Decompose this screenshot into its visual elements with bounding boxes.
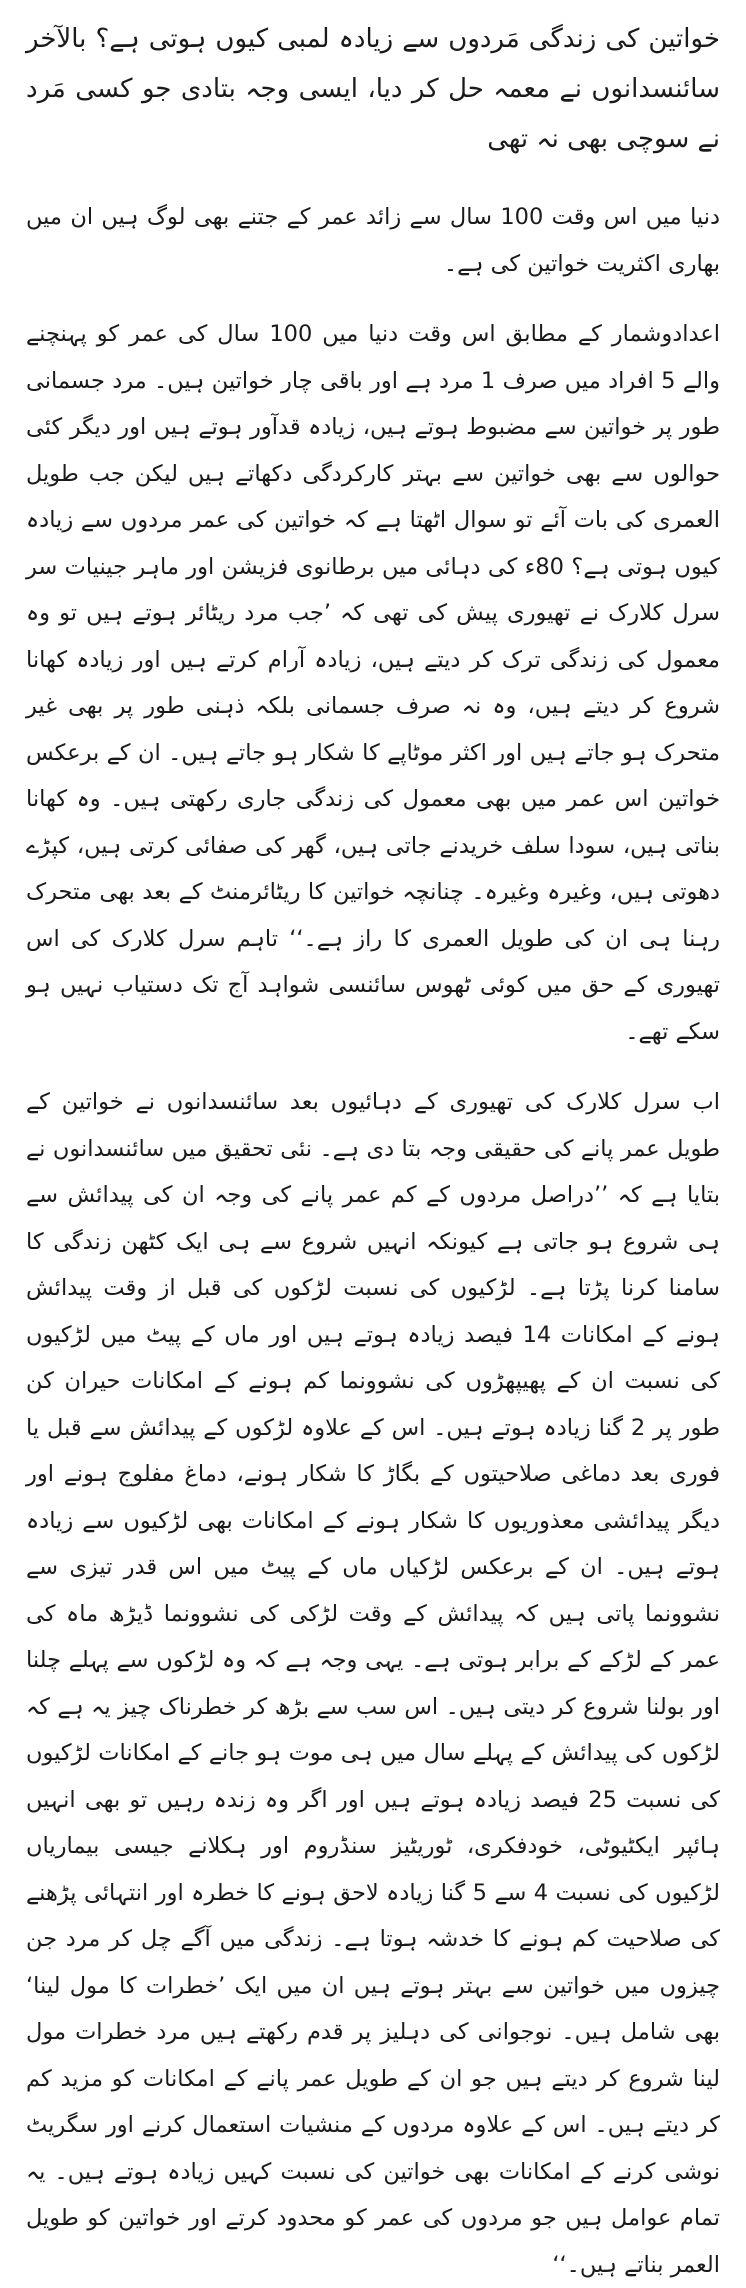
- article-paragraph-1: دنیا میں اس وقت 100 سال سے زائد عمر کے جتنے بھی لوگ ہیں ان میں بھاری اکثریت خواتین کی ہے۔: [26, 204, 721, 277]
- article-headline: خواتین کی زندگی مَردوں سے زیادہ لمبی کیوں ہوتی ہے؟ بالآخر سائنسدانوں نے معمہ حل کر دیا، ایسی وجہ بتادی جو کسی مَرد نے سوچی بھی نہ تھی: [26, 24, 720, 154]
- article-paragraph-3: اب سرل کلارک کی تھیوری کے دہائیوں بعد سائنسدانوں نے خواتین کے طویل عمر پانے کی حقیقی وجہ بتا دی ہے۔ نئی تحقیق میں سائنسدانوں نے بتایا ہے کہ ’’دراصل مردوں کے کم عمر پانے کی وجہ ان کی پیدائش سے ہی شروع ہو جاتی ہے کیونکہ انہیں شروع سے ہی ایک کٹھن زندگی کا سامنا کرنا پڑتا ہے۔ لڑکیوں کی نسبت لڑکوں کی قبل از وقت پیدائش ہونے کے امکانات 14 فیصد زیادہ ہوتے ہیں اور ماں کے پیٹ میں لڑکیوں کی نسبت ان کے پھیپھڑوں کی نشوونما کم ہونے کے امکانات حیران کن طور پر 2 گنا زیادہ ہوتے ہیں۔ اس کے علاوہ لڑکوں کے پیدائش سے قبل یا فوری بعد دماغی صلاحیتوں کے بگاڑ کا شکار ہونے، دماغ مفلوج ہونے اور دیگر پیدائشی معذوریوں کا شکار ہونے کے امکانات بھی لڑکیوں سے زیادہ ہوتے ہیں۔ ان کے برعکس لڑکیاں ماں کے پیٹ میں اس قدر تیزی سے نشوونما پاتی ہیں کہ پیدائش کے وقت لڑکی کی نشوونما ڈیڑھ ماہ کی عمر کے لڑکے کے برابر ہوتی ہے۔ یہی وجہ ہے کہ وہ لڑکوں سے پہلے چلنا اور بولنا شروع کر دیتی ہیں۔ اس سب سے بڑھ کر خطرناک چیز یہ ہے کہ لڑکوں کی پیدائش کے پہلے سال میں ہی موت ہو جانے کے امکانات لڑکیوں کی نسبت 25 فیصد زیادہ ہوتے ہیں اور اگر وہ زندہ رہیں تو بھی انہیں ہائپر ایکٹیوٹی، خودفکری، ٹوریٹیز سنڈروم اور ہکلانے جیسی بیماریاں لڑکیوں کی نسبت 4 سے 5 گنا زیادہ لاحق ہونے کا خطرہ اور انتہائی پڑھنے کی صلاحیت کم ہونے کا خدشہ ہوتا ہے۔ زندگی میں آگے چل کر مرد جن چیزوں میں خواتین سے بہتر ہوتے ہیں ان میں ایک ’خطرات کا مول لینا‘ بھی شامل ہیں۔ نوجوانی کی دہلیز پر قدم رکھتے ہیں مرد خطرات مول لینا شروع کر دیتے ہیں جو ان کے طویل عمر پانے کے امکانات کو مزید کم کر دیتے ہیں۔ اس کے علاوہ مردوں کے منشیات استعمال کرنے اور سگریٹ نوشی کرنے کے امکانات بھی خواتین کی نسبت کہیں زیادہ ہوتے ہیں۔ یہ تمام عوامل ہیں جو مردوں کی عمر کو محدود کرتے اور خواتین کو طویل العمر بناتے ہیں۔‘‘: [26, 1089, 721, 2278]
- article-paragraph-2: اعدادوشمار کے مطابق اس وقت دنیا میں 100 سال کی عمر کو پہنچنے والے 5 افراد میں صرف 1 مرد ہے اور باقی چار خواتین ہیں۔ مرد جسمانی طور پر خواتین سے مضبوط ہوتے ہیں، زیادہ قدآور ہوتے ہیں اور دیگر کئی حوالوں سے بھی خواتین سے بہتر کارکردگی دکھاتے ہیں لیکن جب طویل العمری کی بات آئے تو سوال اٹھتا ہے کہ خواتین کی عمر مردوں سے زیادہ کیوں ہوتی ہے؟ 80ء کی دہائی میں برطانوی فزیشن اور ماہر جینیات سر سرل کلارک نے تھیوری پیش کی تھی کہ ’جب مرد ریٹائر ہوتے ہیں تو وہ معمول کی زندگی ترک کر دیتے ہیں، زیادہ آرام کرتے ہیں اور زیادہ کھانا شروع کر دیتے ہیں، وہ نہ صرف جسمانی بلکہ ذہنی طور پر بھی غیر متحرک ہو جاتے ہیں اور اکثر موٹاپے کا شکار ہو جاتے ہیں۔ ان کے برعکس خواتین اس عمر میں بھی معمول کی زندگی جاری رکھتی ہیں۔ وہ کھانا بناتی ہیں، سودا سلف خریدنے جاتی ہیں، گھر کی صفائی کرتی ہیں، کپڑے دھوتی ہیں، وغیرہ وغیرہ۔ چنانچہ خواتین کا ریٹائرمنٹ کے بعد بھی متحرک رہنا ہی ان کی طویل العمری کا راز ہے۔‘‘ تاہم سرل کلارک کی اس تھیوری کے حق میں کوئی ٹھوس سائنسی شواہد آج تک دستیاب نہیں ہو سکے تھے۔: [26, 321, 721, 1045]
